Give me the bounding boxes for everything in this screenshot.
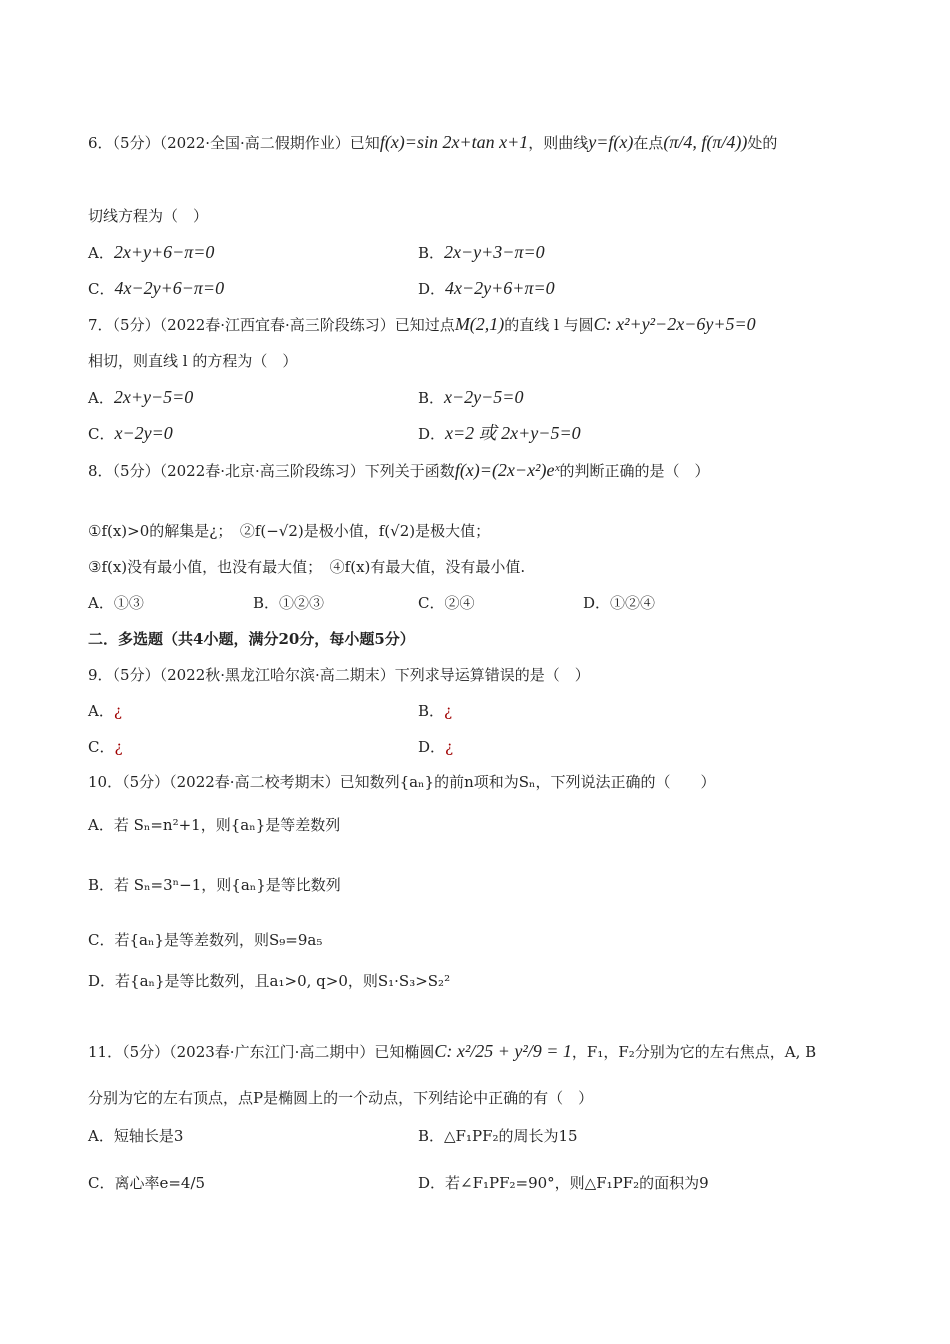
q11-stem (88, 1040, 816, 1063)
q8-suffix: 的判断正确的是（ ） (559, 462, 710, 480)
q10-option-c: C．若{aₙ}是等差数列，则S₉=9a₅ (88, 931, 323, 949)
q6-mid: ，则曲线 (528, 134, 589, 152)
q10-option-b: B．若 Sₙ=3ⁿ−1，则{aₙ}是等比数列 (88, 876, 341, 894)
q9-option-b: B．¿ (418, 702, 453, 720)
q7-option-c: C．x−2y=0 (88, 423, 173, 443)
q11-option-d: D．若∠F₁PF₂=90°，则△F₁PF₂的面积为9 (418, 1174, 709, 1192)
q7-mid: 的直线 l 与圆 (504, 316, 594, 334)
section-2-heading: 二．多选题（共4小题，满分20分，每小题5分） (88, 630, 415, 648)
q6-option-b: B．2x−y+3−π=0 (418, 242, 545, 262)
q8-stem (88, 459, 710, 482)
q7-option-d: D．x=2 或 2x+y−5=0 (418, 423, 581, 443)
q11-option-c: C．离心率e=4/5 (88, 1174, 206, 1192)
q6-stem (88, 131, 777, 154)
q8-statement-3-4: ③f(x)没有最小值，也没有最大值； ④f(x)有最大值，没有最小值. (88, 558, 526, 576)
q8-prefix: 8．（5分）（2022春·北京·高三阶段练习）下列关于函数 (88, 462, 455, 480)
q7-circle: C: x²+y²−2x−6y+5=0 (593, 314, 756, 334)
q7-prefix: 7．（5分）（2022春·江西宜春·高三阶段练习）已知过点 (88, 316, 455, 334)
q9-option-c: C．¿ (88, 738, 123, 756)
q7-option-a: A．2x+y−5=0 (88, 387, 194, 407)
q8-statement-1-2: ①f(x)>0的解集是¿； ②f(−√2)是极小值，f(√2)是极大值； (88, 522, 491, 540)
q6-at-point: 在点 (633, 134, 664, 152)
q7-option-b: B．x−2y−5=0 (418, 387, 524, 407)
q7-point: M(2,1) (454, 314, 505, 334)
q8-option-c: C．②④ (418, 594, 475, 612)
q6-suffix: 处的 (747, 134, 778, 152)
q6-option-c: C．4x−2y+6−π=0 (88, 278, 225, 298)
q11-prefix: 11．（5分）（2023春·广东江门·高二期中）已知椭圆 (88, 1043, 435, 1061)
q8-option-d: D．①②④ (583, 594, 656, 612)
q11-option-a: A．短轴长是3 (88, 1127, 184, 1145)
q11-stem-line2: 分别为它的左右顶点，点P是椭圆上的一个动点，下列结论中正确的有（ ） (88, 1089, 594, 1107)
q7-stem (88, 313, 756, 336)
q8-formula: f(x)=(2x−x²)eˣ (454, 460, 560, 480)
q6-curve: y=f(x) (588, 132, 634, 152)
q6-point: (π/4, f(π/4)) (663, 132, 748, 152)
q11-suffix: ，F₁，F₂分别为它的左右焦点，A, B (571, 1043, 817, 1061)
q10-stem: 10．（5分）（2022春·高二校考期末）已知数列{aₙ}的前n项和为Sₙ，下列说法正确的（ ） (88, 773, 716, 791)
q6-stem-line2: 切线方程为（ ） (88, 207, 209, 225)
q6-option-d: D．4x−2y+6+π=0 (418, 278, 555, 298)
q10-option-d: D．若{aₙ}是等比数列，且a₁>0, q>0，则S₁·S₃>S₂² (88, 972, 451, 990)
q9-option-a: A．¿ (88, 702, 122, 720)
q6-prefix: 6．（5分）（2022·全国·高二假期作业）已知 (88, 134, 380, 152)
q8-option-b: B．①②③ (253, 594, 325, 612)
q6-formula: f(x)=sin 2x+tan x+1 (379, 132, 529, 152)
q11-ellipse: C: x²/25 + y²/9 = 1 (434, 1041, 572, 1061)
q11-option-b: B．△F₁PF₂的周长为15 (418, 1127, 578, 1145)
q8-option-a: A．①③ (88, 594, 144, 612)
q9-option-d: D．¿ (418, 738, 454, 756)
q6-option-a: A．2x+y+6−π=0 (88, 242, 215, 262)
q7-stem-line2: 相切，则直线 l 的方程为（ ） (88, 352, 298, 370)
q10-option-a: A．若 Sₙ=n²+1，则{aₙ}是等差数列 (88, 816, 341, 834)
q9-stem: 9．（5分）（2022秋·黑龙江哈尔滨·高二期末）下列求导运算错误的是（ ） (88, 666, 590, 684)
